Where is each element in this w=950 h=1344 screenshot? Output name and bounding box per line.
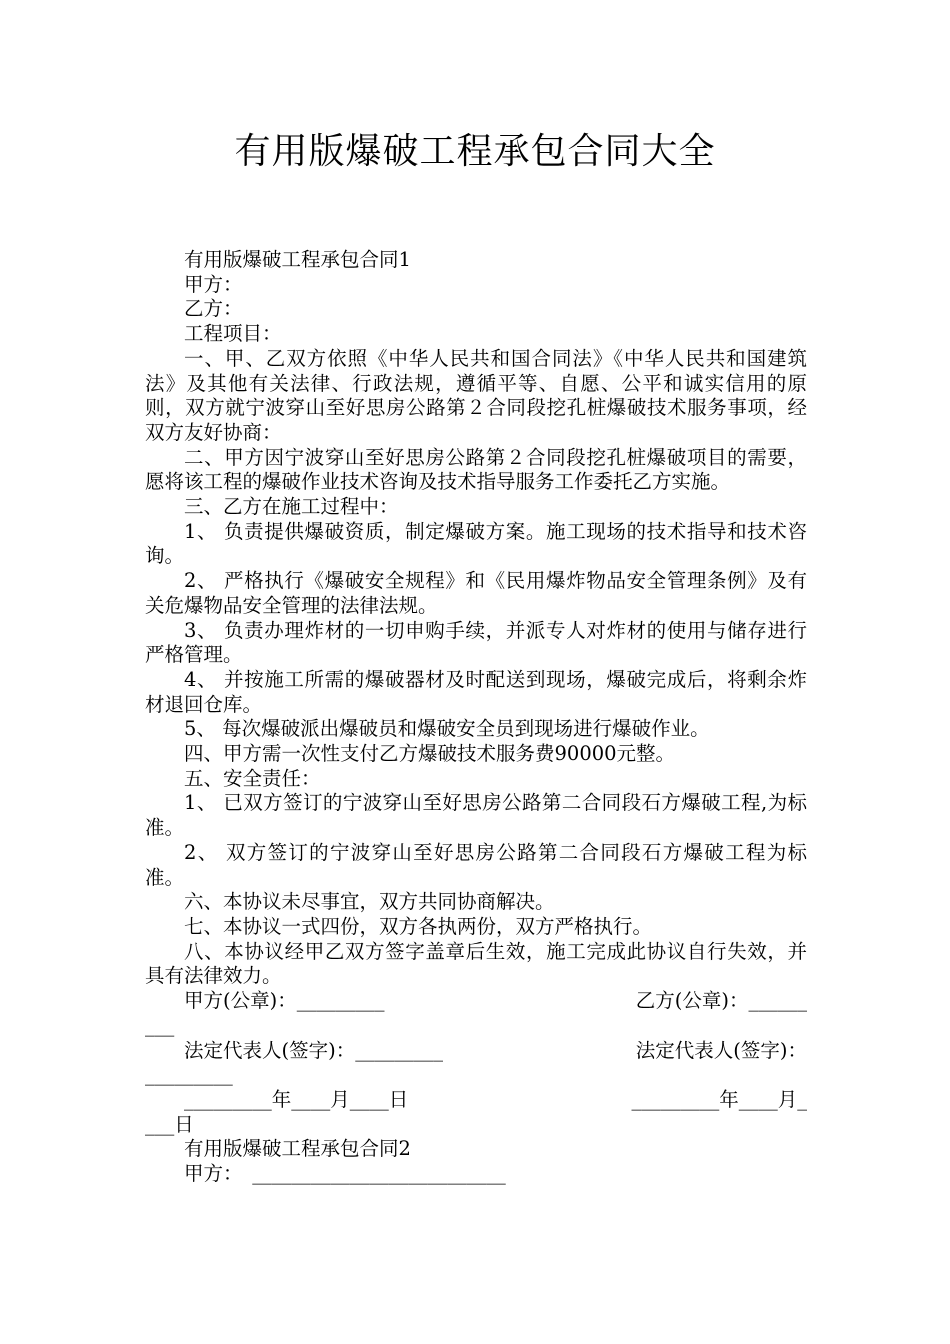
contract2-party-a: 甲方： __________________________: [184, 1162, 506, 1186]
date-row: [145, 1088, 807, 1113]
clause-8: 八、本协议经甲乙双方签字盖章后生效，施工完成此协议自行失效，并具有法律效力。: [145, 939, 807, 988]
document-body: [145, 248, 807, 1187]
clause-3-item-5: 5、 每次爆破派出爆破员和爆破安全员到现场进行爆破作业。: [184, 717, 710, 741]
representative-row: [145, 1039, 807, 1064]
contract2-heading: 有用版爆破工程承包合同2: [184, 1137, 411, 1161]
representative-party-a: 法定代表人(签字)：_________: [184, 1038, 443, 1062]
clause-5-item-1: 1、 已双方签订的宁波穿山至好思房公路第二合同段石方爆破工程,为标准。: [145, 791, 807, 840]
party-b-label: 乙方：: [184, 297, 243, 321]
clause-5: 五、安全责任：: [184, 766, 321, 790]
project-label: 工程项目：: [184, 322, 282, 346]
date-party-a: _________年____月____日: [184, 1087, 409, 1111]
clause-3-item-4: 4、 并按施工所需的爆破器材及时配送到现场，爆破完成后，将剩余炸材退回仓库。: [145, 667, 807, 716]
clause-5-item-2: 2、 双方签订的宁波穿山至好思房公路第二合同段石方爆破工程为标准。: [145, 840, 807, 889]
clause-1: 一、甲、乙双方依照《中华人民共和国合同法》《中华人民共和国建筑法》及其他有关法律、行政法规，遵循平等、自愿、公平和诚实信用的原则，双方就宁波穿山至好思房公路第２合同段挖孔桩爆破技术服务事项，经双方友好协商：: [145, 346, 807, 444]
clause-3-item-2: 2、 严格执行《爆破安全规程》和《民用爆炸物品安全管理条例》及有关危爆物品安全管理的法律法规。: [145, 569, 807, 617]
date-party-b: _________年____月_: [631, 1087, 807, 1111]
contract1-heading: 有用版爆破工程承包合同1: [184, 248, 411, 271]
clause-7: 七、本协议一式四份，双方各执两份，双方严格执行。: [184, 914, 653, 938]
party-a-label: 甲方：: [184, 272, 243, 296]
clause-2: 二、甲方因宁波穿山至好思房公路第２合同段挖孔桩爆破项目的需要，愿将该工程的爆破作业技术咨询及技术指导服务工作委托乙方实施。: [145, 445, 807, 494]
seal-party-b: 乙方(公章)：______: [635, 989, 807, 1013]
clause-4: 四、甲方需一次性支付乙方爆破技术服务费90000元整。: [184, 742, 676, 766]
document-title: 有用版爆破工程承包合同大全: [234, 131, 716, 172]
representative-party-b-continuation: _________: [145, 1063, 233, 1087]
representative-party-b: 法定代表人(签字)：: [635, 1038, 807, 1062]
clause-3-item-1: 1、 负责提供爆破资质，制定爆破方案。施工现场的技术指导和技术咨询。: [145, 519, 807, 568]
clause-3: 三、乙方在施工过程中：: [184, 495, 399, 519]
seal-party-a: 甲方(公章)：_________: [184, 989, 385, 1013]
clause-6: 六、本协议未尽事宜，双方共同协商解决。: [184, 890, 555, 914]
seal-party-b-continuation: ___: [145, 1013, 175, 1037]
seal-row: [145, 989, 807, 1014]
date-party-b-continuation: ___日: [145, 1112, 194, 1136]
clause-3-item-3: 3、 负责办理炸材的一切申购手续，并派专人对炸材的使用与储存进行严格管理。: [145, 618, 807, 667]
